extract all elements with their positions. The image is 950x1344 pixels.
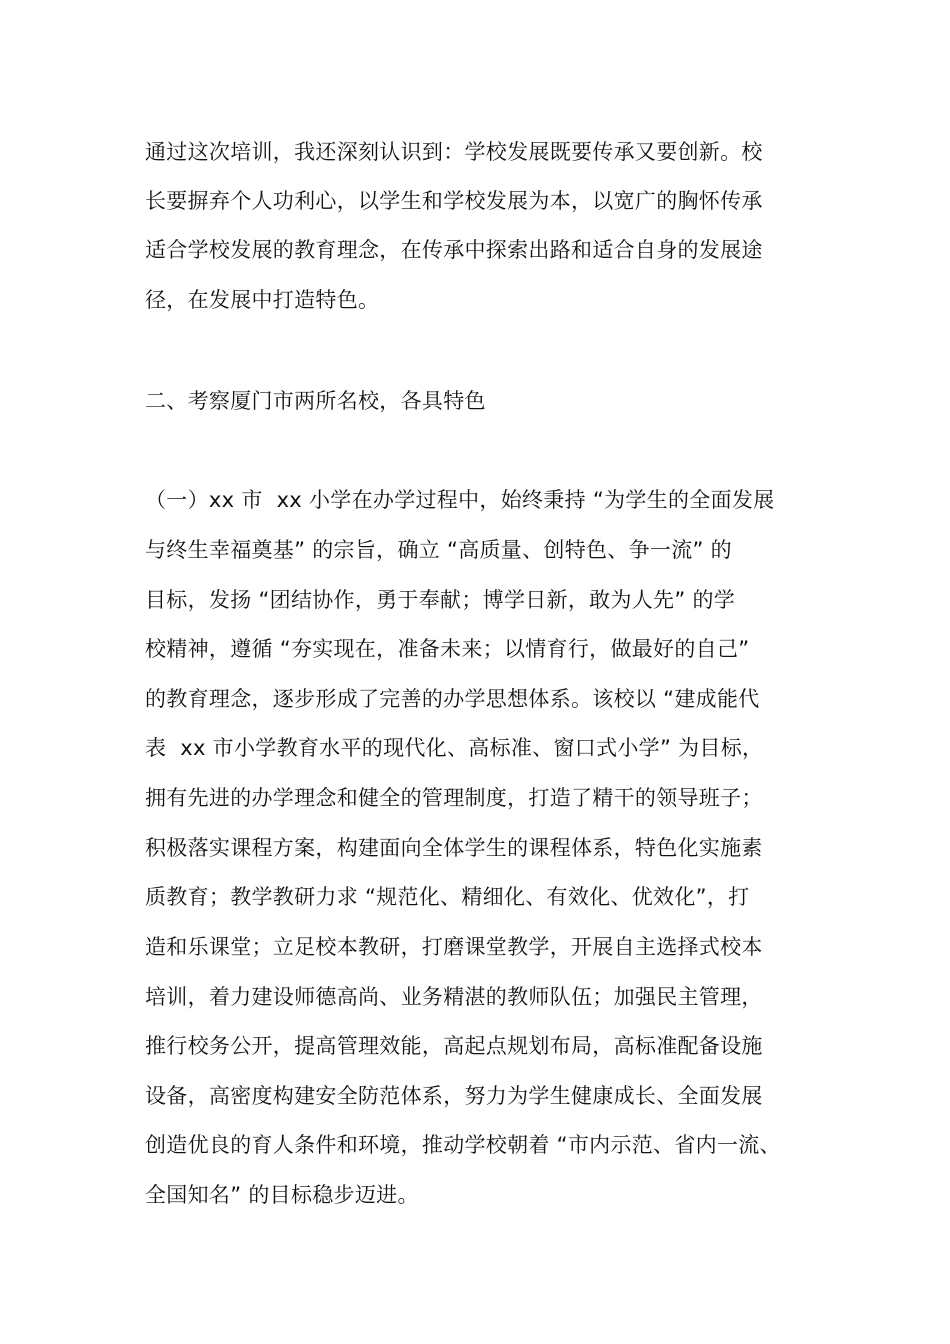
paragraph-line: 设备，高密度构建安全防范体系，努力为学生健康成长、全面发展 bbox=[145, 1084, 763, 1108]
paragraph-line: 的教育理念，逐步形成了完善的办学思想体系。该校以 “建成能代 bbox=[145, 687, 760, 711]
paragraph-line: 通过这次培训，我还深刻认识到：学校发展既要传承又要创新。校 bbox=[145, 140, 763, 164]
paragraph-line: 积极落实课程方案，构建面向全体学生的课程体系，特色化实施素 bbox=[145, 836, 763, 860]
paragraph-line: 适合学校发展的教育理念，在传承中探索出路和适合自身的发展途 bbox=[145, 238, 763, 262]
paragraph-line: 拥有先进的办学理念和健全的管理制度，打造了精干的领导班子； bbox=[145, 786, 763, 810]
paragraph-line: （一）xx 市 xx 小学在办学过程中，始终秉持 “为学生的全面发展 bbox=[145, 488, 775, 512]
paragraph-line: 与终生幸福奠基” 的宗旨，确立 “高质量、创特色、争一流” 的 bbox=[145, 538, 732, 562]
paragraph-line: 表 xx 市小学教育水平的现代化、高标准、窗口式小学” 为目标， bbox=[145, 736, 764, 760]
paragraph-line: 目标，发扬 “团结协作，勇于奉献；博学日新，敢为人先” 的学 bbox=[145, 588, 736, 612]
paragraph-line: 造和乐课堂；立足校本教研，打磨课堂教学，开展自主选择式校本 bbox=[145, 935, 763, 959]
paragraph-line: 径，在发展中打造特色。 bbox=[145, 288, 380, 312]
paragraph-line: 创造优良的育人条件和环境，推动学校朝着 “市内示范、省内一流、 bbox=[145, 1133, 781, 1157]
paragraph-line: 质教育；教学教研力求 “规范化、精细化、有效化、优效化”，打 bbox=[145, 885, 750, 909]
paragraph-line: 长要摒弃个人功利心，以学生和学校发展为本，以宽广的胸怀传承 bbox=[145, 189, 763, 213]
paragraph-line: 校精神，遵循 “夯实现在，准备未来；以情育行，做最好的自己” bbox=[145, 637, 750, 661]
paragraph-line: 全国知名” 的目标稳步迈进。 bbox=[145, 1183, 419, 1207]
paragraph-line: 推行校务公开，提高管理效能，高起点规划布局，高标准配备设施 bbox=[145, 1034, 763, 1058]
section-heading: 二、考察厦门市两所名校，各具特色 bbox=[145, 389, 486, 413]
paragraph-line: 培训，着力建设师德高尚、业务精湛的教师队伍；加强民主管理， bbox=[145, 985, 763, 1009]
